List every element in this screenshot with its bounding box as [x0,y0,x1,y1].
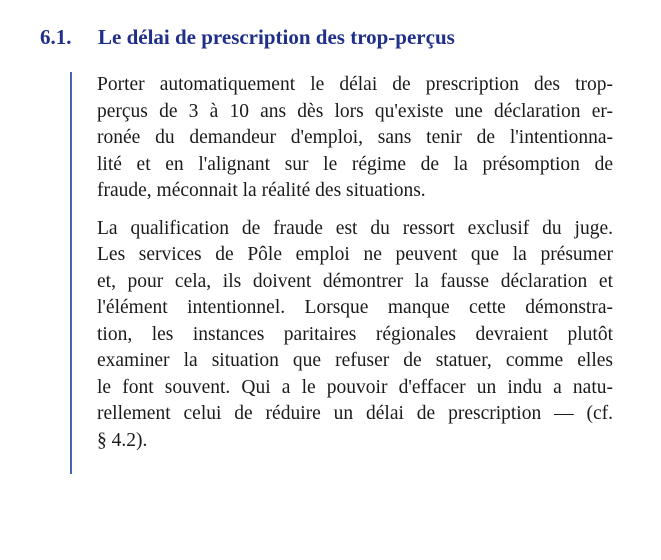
text-line: le font souvent. Qui a le pouvoir d'effacer un indu a natu- [97,376,613,398]
quote-bar [70,72,72,474]
text-line: § 4.2). [97,429,148,451]
paragraph-2 [97,216,613,455]
text-line: et, pour cela, ils doivent démontrer la fausse déclaration et [97,270,613,292]
text-line: perçus de 3 à 10 ans dès lors qu'existe une déclaration er- [97,100,613,122]
section-title: Le délai de prescription des trop-perçus [98,25,455,49]
text-line: Les services de Pôle emploi ne peuvent que la présumer [97,244,613,265]
text-line: ronée du demandeur d'emploi, sans tenir de l'intentionna- [97,127,613,148]
section-body [97,72,613,454]
text-line: lité et en l'alignant sur le régime de la présomption de [97,153,613,175]
text-line: La qualification de fraude est du ressort exclusif du juge. [97,217,613,239]
text-line: Porter automatiquement le délai de prescription des trop- [97,74,613,95]
text-line: l'élément intentionnel. Lorsque manque cette démonstra- [97,297,613,318]
text-line: fraude, méconnait la réalité des situations. [97,180,426,201]
section-number: 6.1. [40,25,72,49]
paragraph-1 [97,72,613,205]
text-line: rellement celui de réduire un délai de prescription — (cf. [97,403,613,424]
text-line: tion, les instances paritaires régionales devraient plutôt [97,323,613,345]
text-line: examiner la situation que refuser de statuer, comme elles [97,350,613,371]
section-heading [40,22,640,52]
